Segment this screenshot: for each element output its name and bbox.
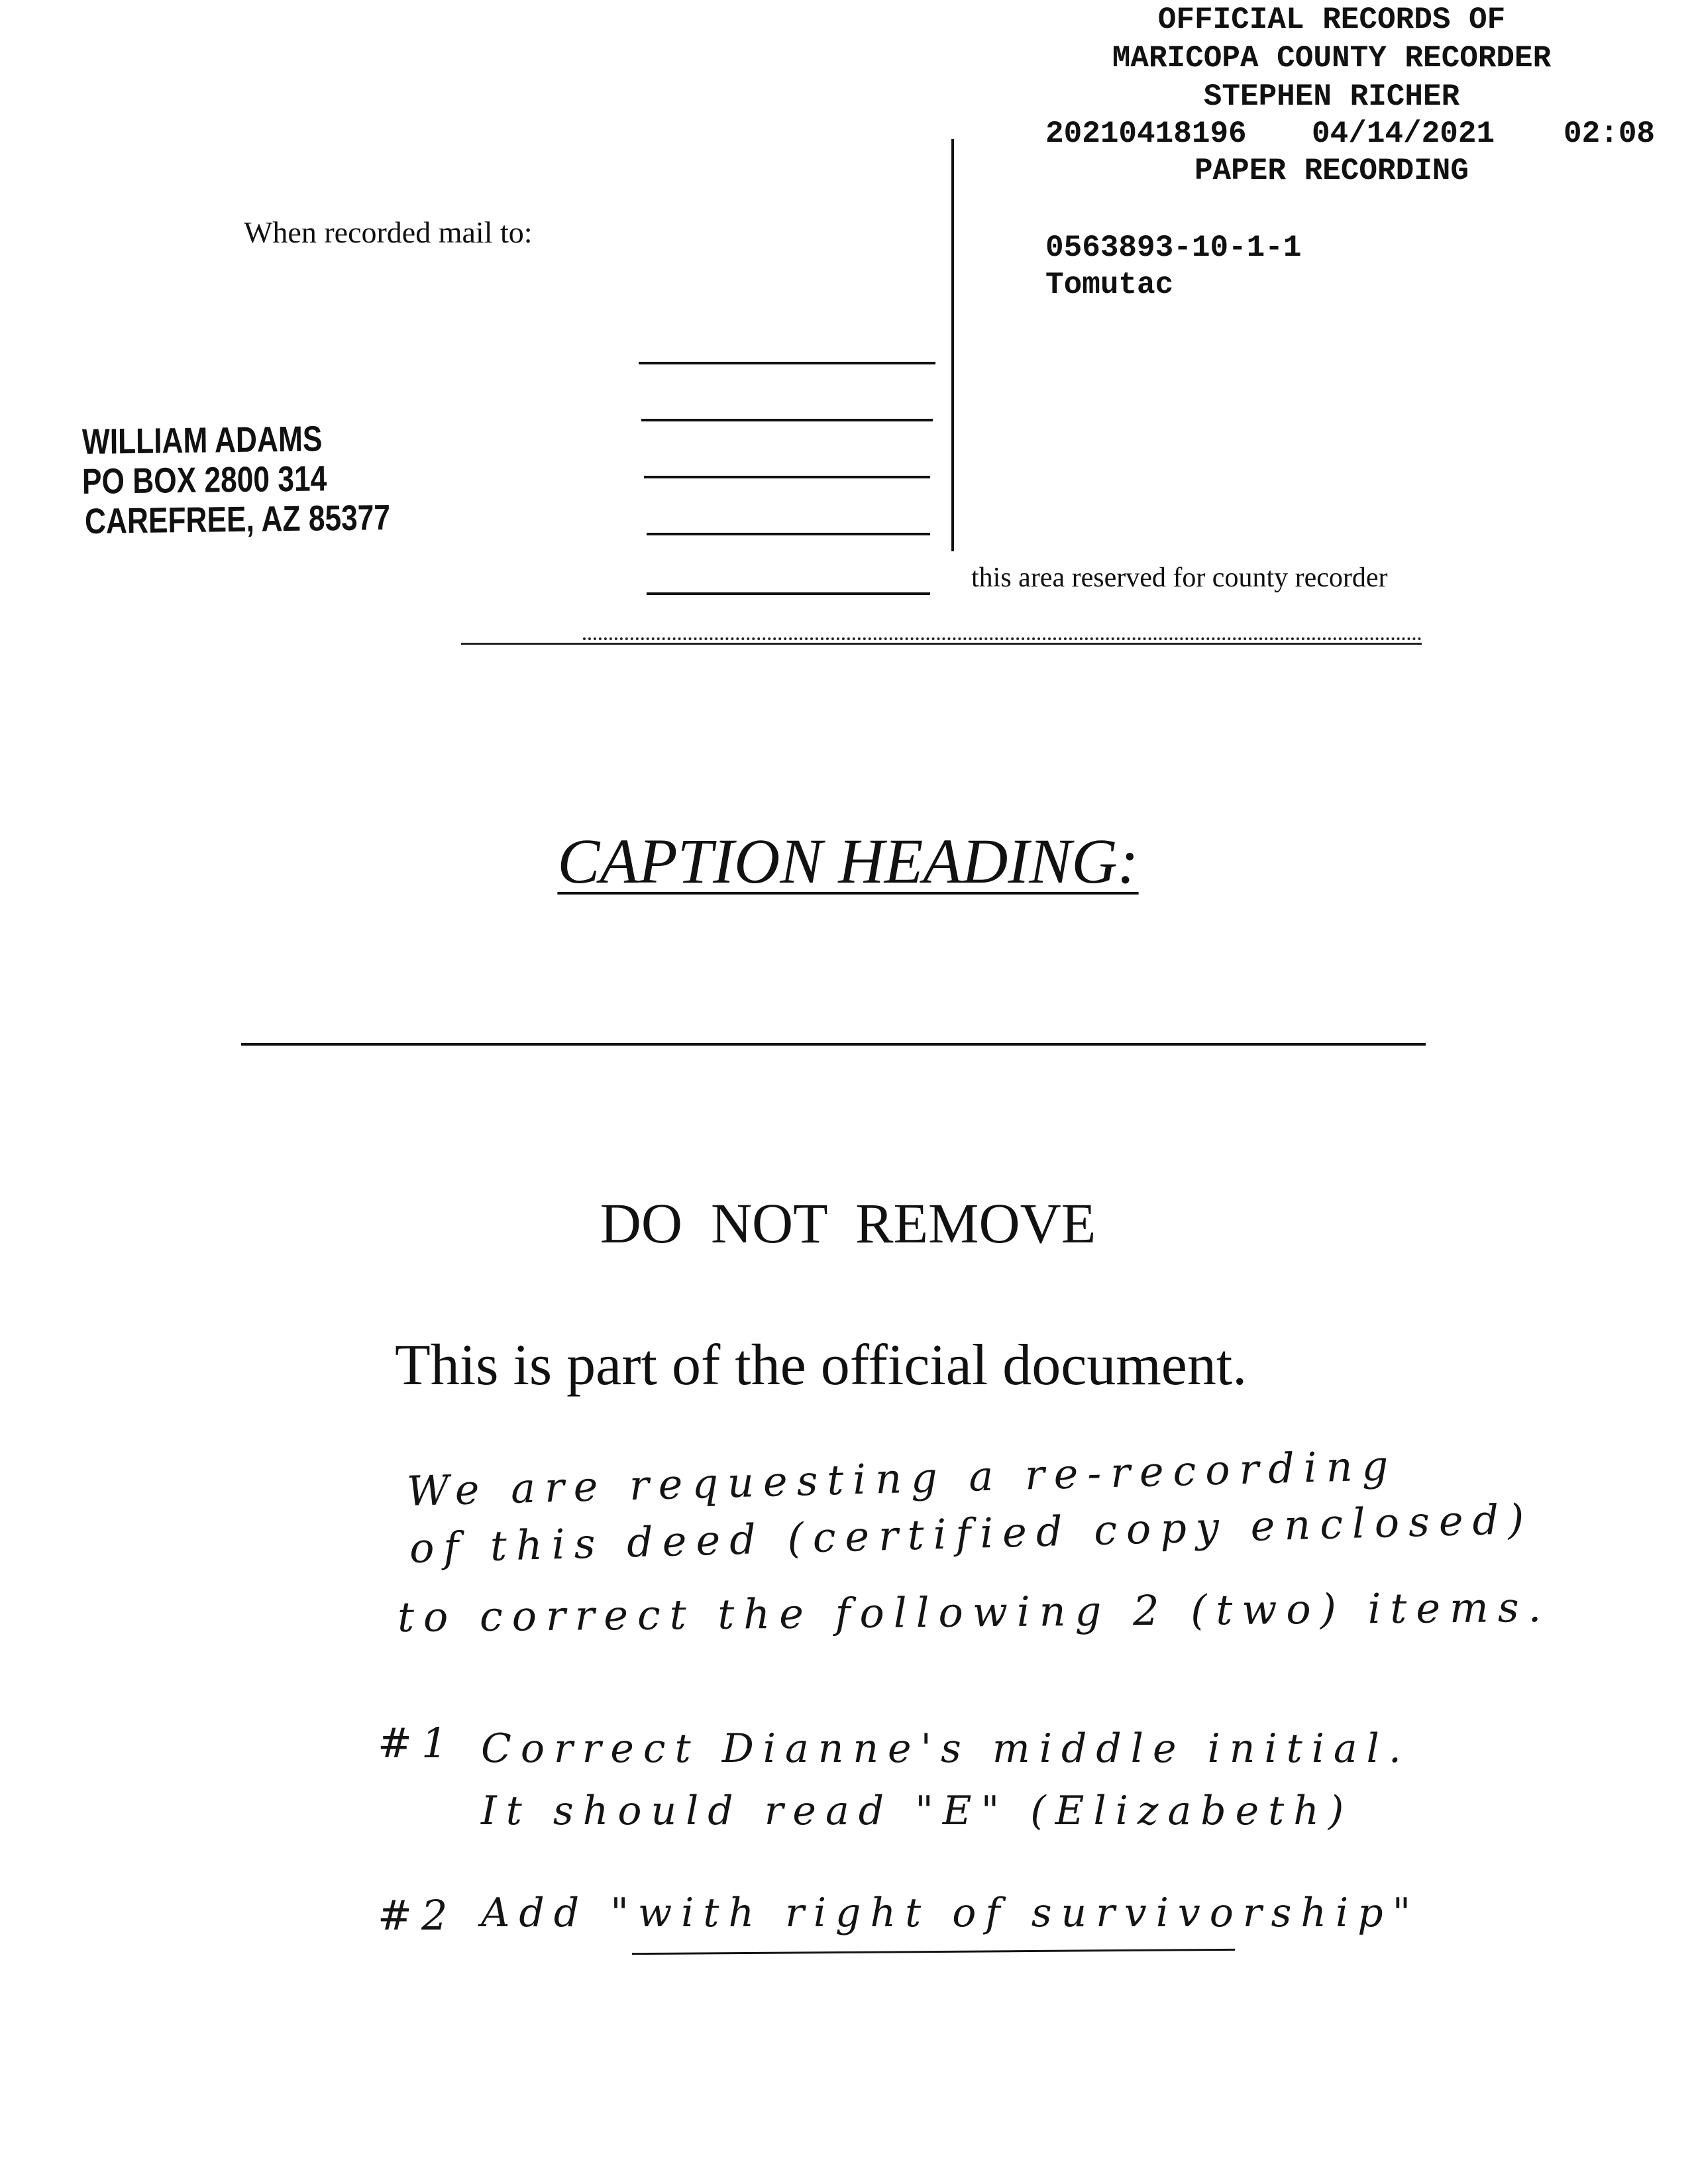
handwritten-line-2: of this deed (certified copy enclosed): [409, 1494, 1534, 1572]
notice-body: This is part of the official document.: [395, 1333, 1247, 1397]
recorder-line-1: OFFICIAL RECORDS OF: [1157, 3, 1506, 37]
address-blank-line-3: [644, 476, 930, 478]
recording-type: PAPER RECORDING: [1194, 154, 1469, 188]
reserved-area-divider: [951, 139, 954, 551]
mail-po-box: PO BOX 2800 314: [81, 459, 327, 502]
mail-to-label: When recorded mail to:: [244, 215, 533, 249]
recorder-line-2: MARICOPA COUNTY RECORDER: [1112, 41, 1552, 76]
item-2-underline: [632, 1949, 1235, 1955]
item-1-line-2: It should read "E" (Elizabeth): [481, 1788, 1353, 1834]
item-1-number: #1: [378, 1719, 457, 1767]
recorder-name: STEPHEN RICHER: [1203, 80, 1460, 114]
item-2-text: Add "with right of survivorship": [481, 1890, 1420, 1936]
address-blank-line-5: [647, 592, 930, 595]
address-blank-line-2: [641, 419, 933, 421]
handwritten-line-1: We are requesting a re-recording: [406, 1441, 1399, 1515]
address-blank-line-4: [647, 533, 930, 535]
fee-number: 20210418196: [1045, 117, 1247, 151]
reserved-area-label: this area reserved for county recorder: [971, 563, 1388, 593]
handwritten-line-3: to correct the following 2 (two) items.: [397, 1582, 1551, 1641]
notice-title: DO NOT REMOVE: [600, 1191, 1096, 1255]
separator-dots: [583, 637, 1422, 640]
mail-name: WILLIAM ADAMS: [81, 419, 323, 462]
item-2-number: #2: [378, 1891, 457, 1939]
recording-clerk: Tomutac: [1045, 268, 1174, 302]
recording-time: 02:08: [1564, 117, 1656, 151]
address-blank-line-1: [639, 362, 935, 364]
mail-city: CAREFREE, AZ 85377: [84, 498, 391, 541]
separator-rule: [461, 643, 1422, 645]
recording-date: 04/14/2021: [1312, 117, 1495, 151]
caption-heading: CAPTION HEADING:: [557, 826, 1139, 897]
item-1-line-1: Correct Dianne's middle initial.: [481, 1725, 1410, 1772]
caption-rule: [241, 1043, 1426, 1046]
recording-ref: 0563893-10-1-1: [1045, 231, 1302, 265]
